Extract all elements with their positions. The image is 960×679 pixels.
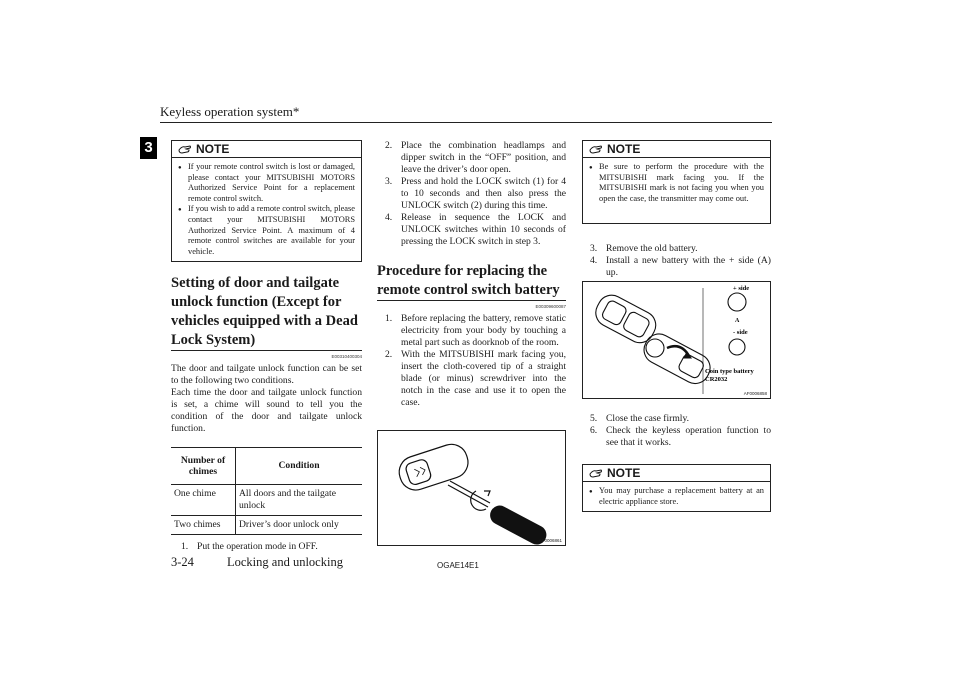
bullet-icon: ●: [178, 207, 182, 214]
step: 4. Install a new battery with the + side (A) up.: [590, 255, 771, 278]
note-item: ● Be sure to perform the procedure with the MITSUBISHI mark facing you. If the MITSUBISHI mark is not facing you when you open the case, the transmitter may come out.: [589, 162, 764, 203]
middle-column: [377, 140, 566, 409]
chime-table: [171, 447, 362, 535]
note-box: [582, 140, 771, 224]
label-a: A: [735, 318, 740, 324]
body-paragraph: Each time the door and tailgate unlock function is set, a chime will sound to tell you the condition of the door and tailgate unlock function.: [171, 387, 362, 434]
note-box: [171, 140, 362, 262]
table-cell: Driver’s door unlock only: [236, 516, 363, 535]
section-code: E00309600087: [535, 304, 566, 309]
note-item: ● You may purchase a replacement battery at an electric appliance store.: [589, 486, 764, 506]
note-box: [582, 464, 771, 512]
battery-model-label: CR2032: [705, 376, 728, 383]
step: 1. Put the operation mode in OFF.: [181, 540, 318, 552]
section-title: Setting of door and tailgate unlock function (Except for vehicles equipped with a Dead Lock System): [171, 274, 362, 351]
chapter-tab: 3: [140, 137, 157, 159]
table-cell: One chime: [171, 485, 236, 516]
screwdriver-illustration: [378, 431, 565, 545]
step: 5. Close the case firmly.: [590, 413, 690, 424]
table-cell: Two chimes: [171, 516, 236, 535]
bullet-icon: ●: [589, 489, 593, 495]
right-column: [582, 140, 771, 279]
step: 3. Remove the old battery.: [590, 243, 698, 254]
note-label: NOTE: [607, 142, 641, 156]
note-header: [583, 141, 770, 158]
table-row: [171, 516, 362, 535]
table-row: [171, 485, 362, 516]
figure-open-case: [377, 430, 566, 546]
step: 4. Release in sequence the LOCK and UNLOCK switches within 10 seconds of pressing the LOCK switch in step 3.: [385, 212, 566, 247]
table-header: Number of chimes: [171, 448, 236, 485]
left-column: [171, 140, 362, 553]
footer-section: Locking and unlocking: [227, 555, 343, 569]
note-label: NOTE: [196, 142, 230, 156]
running-header: Keyless operation system*: [160, 104, 300, 119]
note-label: NOTE: [607, 466, 641, 480]
body-paragraph: The door and tailgate unlock function can be set to the following two conditions.: [171, 363, 362, 386]
right-column-lower: [582, 413, 771, 512]
bullet-icon: ●: [589, 165, 593, 171]
battery-illustration: [583, 282, 770, 398]
note-header: [583, 465, 770, 482]
section-code: E00310400304: [331, 354, 362, 359]
minus-side-label: - side: [733, 329, 748, 336]
header-rule: [160, 122, 772, 123]
note-item: ● If you wish to add a remote control switch, please contact your MITSUBISHI MOTORS Authorized Service Point. A maximum of 4 remote control switches are available for your vehicle.: [178, 204, 355, 256]
hand-icon: [589, 144, 603, 155]
hand-icon: [589, 468, 603, 479]
note-item: ● If your remote control switch is lost or damaged, please contact your MITSUBISHI MOTORS Authorized Service Point for a replacement remote control switch.: [178, 162, 355, 203]
figure-code: AF0006861: [538, 538, 562, 543]
footer-code: OGAE14E1: [437, 561, 479, 570]
section-title: Procedure for replacing the remote control switch battery: [377, 262, 566, 301]
table-cell: All doors and the tailgate unlock: [236, 485, 363, 516]
plus-side-label: + side: [733, 285, 750, 292]
step: 6. Check the keyless operation function to see that it works.: [590, 425, 771, 448]
battery-type-label: Coin type battery: [705, 368, 754, 375]
page-number: 3-24: [171, 555, 194, 569]
table-header: Condition: [236, 448, 363, 485]
step: 2. With the MITSUBISHI mark facing you, insert the cloth-covered tip of a straight blade (or minus) screwdriver into the notch in the case and use it to open the case.: [385, 349, 566, 408]
step: 1. Before replacing the battery, remove static electricity from your body by touching a metal part such as doorknob of the room.: [385, 313, 566, 348]
step: 2. Place the combination headlamps and dipper switch in the “OFF” position, and leave the driver’s door open.: [385, 140, 566, 175]
note-header: [172, 141, 361, 158]
figure-battery: [582, 281, 771, 399]
hand-icon: [178, 144, 192, 155]
bullet-icon: ●: [178, 165, 182, 171]
figure-code: AF0006858: [743, 391, 767, 396]
step: 3. Press and hold the LOCK switch (1) for 4 to 10 seconds and then also press the UNLOCK switch (2) during this time.: [385, 176, 566, 211]
